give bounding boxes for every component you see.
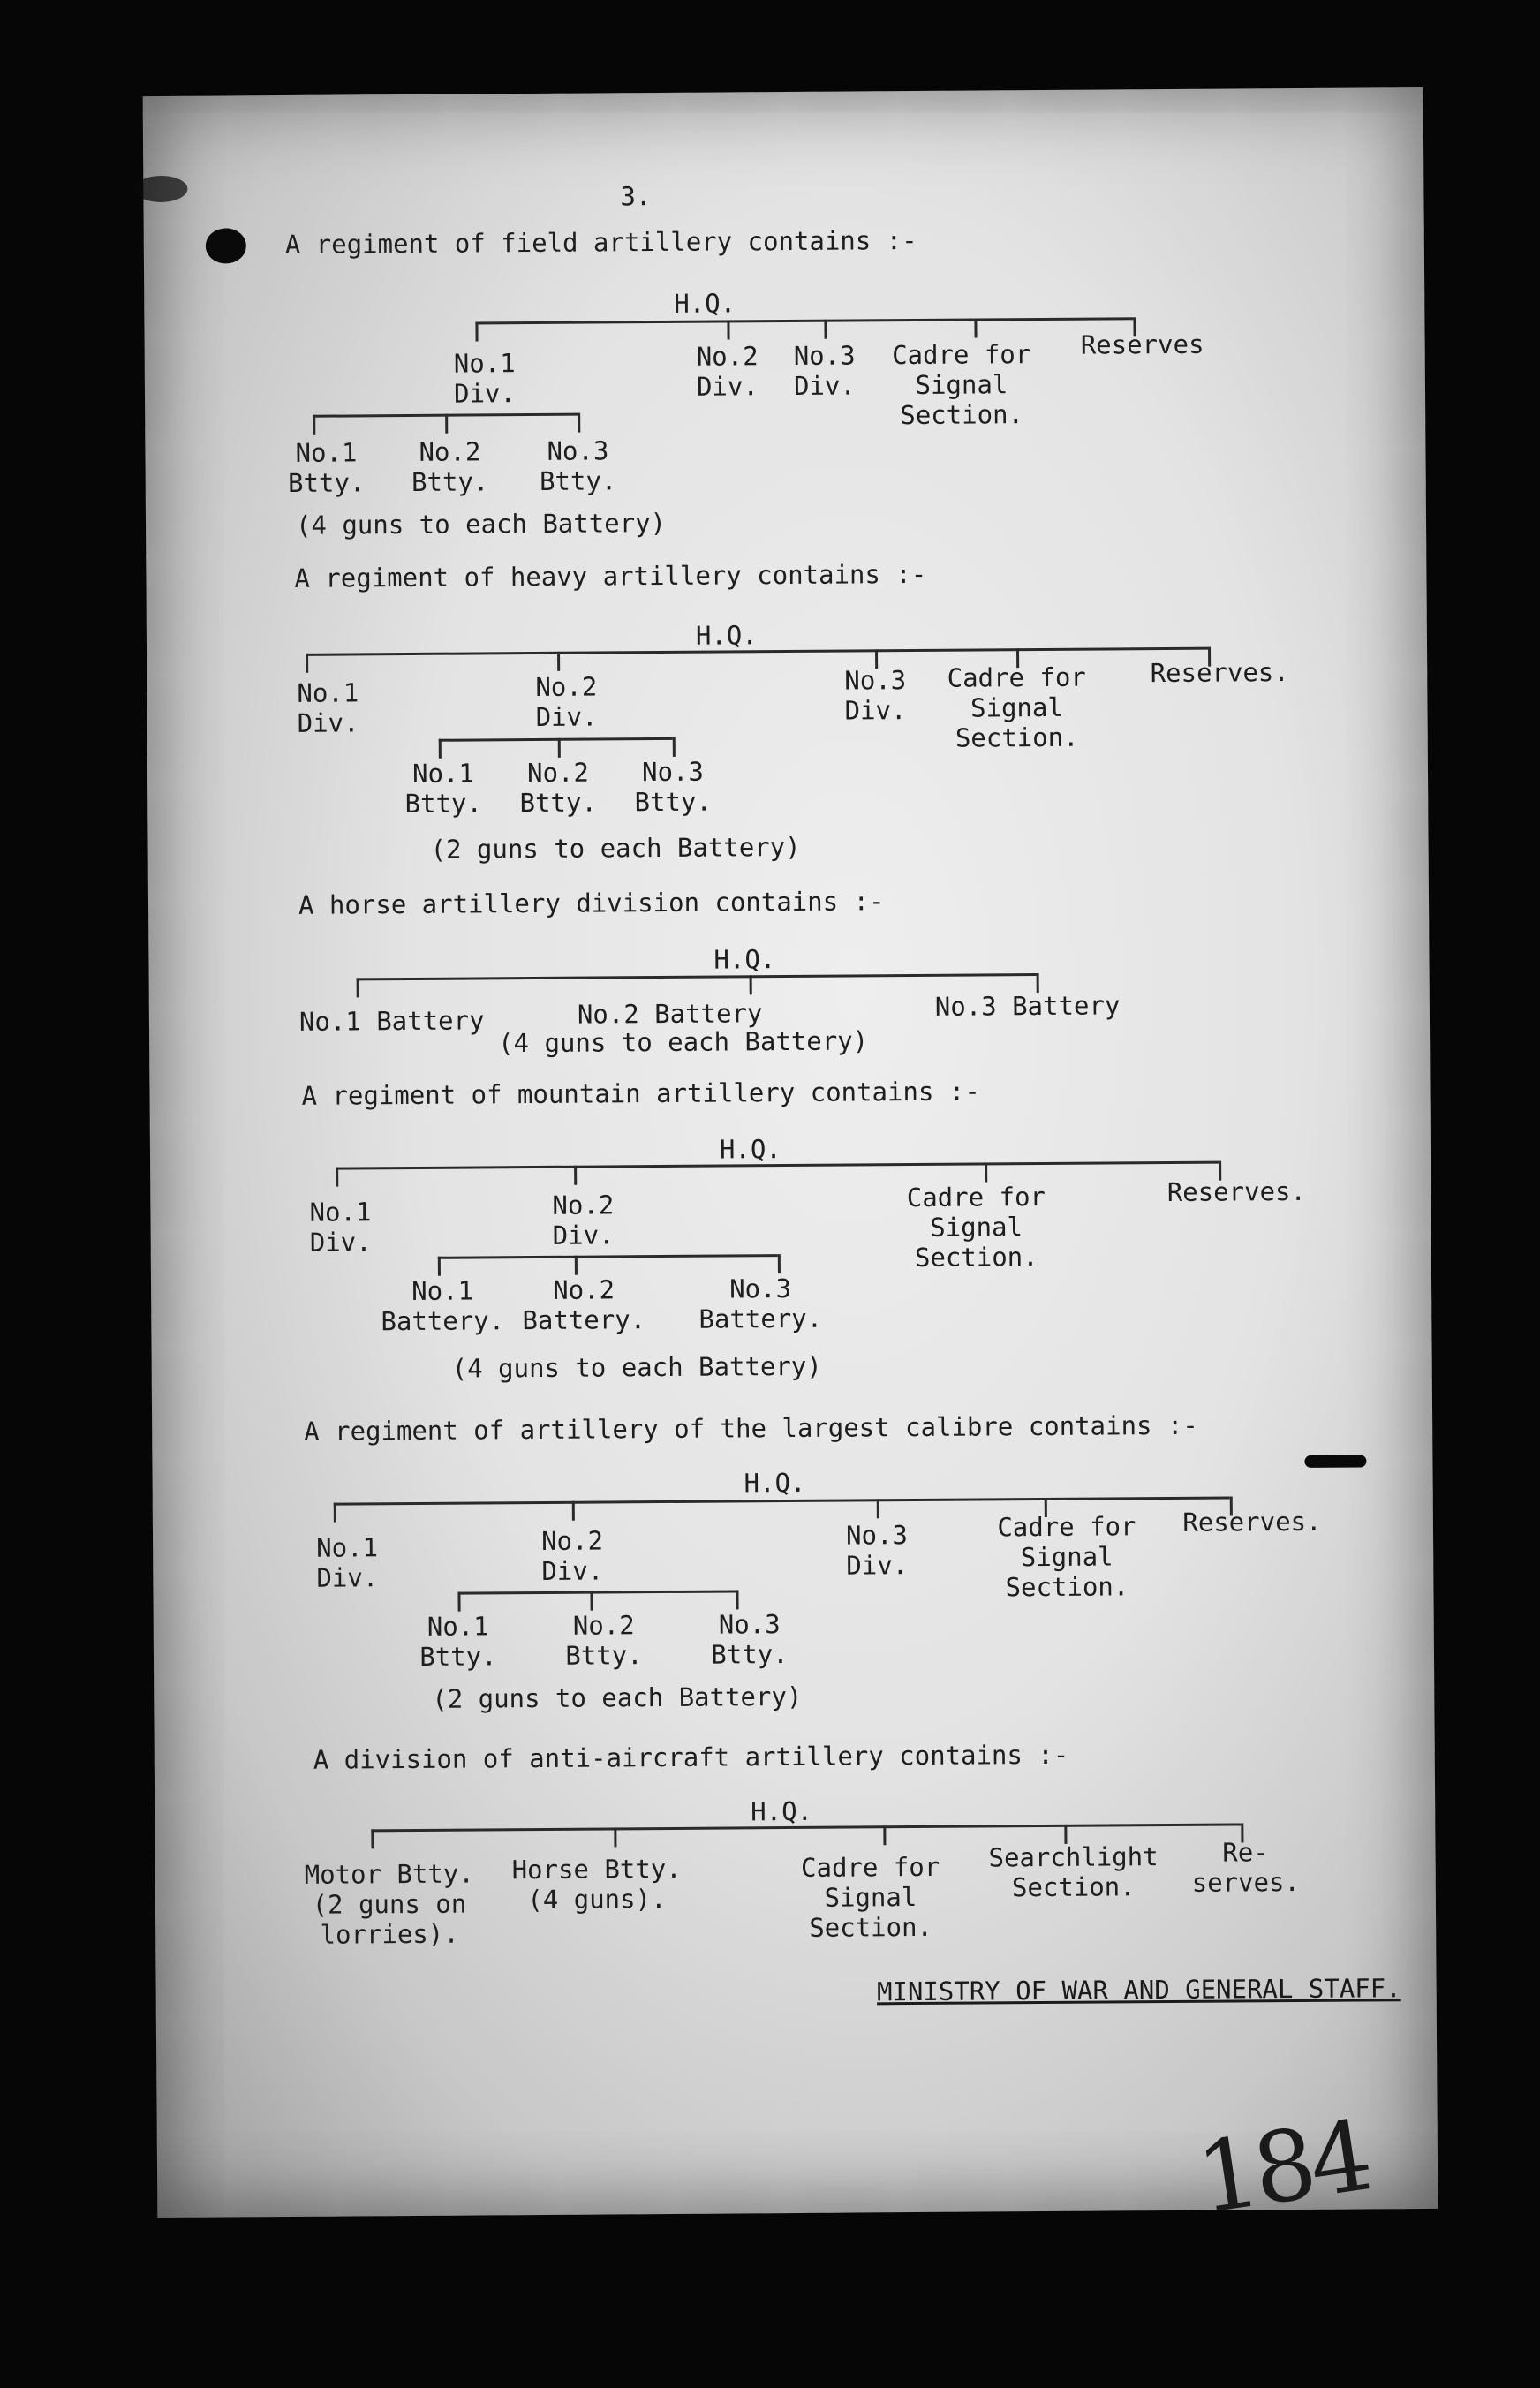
- org-node: Searchlight Section.: [988, 1841, 1159, 1903]
- org-chart-line: [1037, 973, 1039, 993]
- org-node: Cadre for Signal Section.: [800, 1851, 940, 1943]
- org-chart-line: [590, 1591, 593, 1611]
- org-node: Horse Btty. (4 guns).: [511, 1853, 682, 1916]
- org-chart-line: [306, 654, 308, 673]
- org-chart-line: [575, 1256, 578, 1275]
- battery-note: (4 guns to each Battery): [295, 507, 667, 540]
- org-chart-line: [824, 320, 827, 339]
- org-node: No.2 Battery: [577, 998, 763, 1030]
- org-node: No.1 Div.: [453, 348, 517, 409]
- ministry-footer: MINISTRY OF WAR AND GENERAL STAFF.: [876, 1973, 1401, 2007]
- hq-label: H.Q.: [674, 288, 736, 319]
- org-subnode: No.1 Btty.: [419, 1611, 497, 1672]
- ink-blot: [206, 228, 246, 263]
- org-node: Reserves.: [1150, 657, 1289, 689]
- org-node: No.3 Div.: [845, 1520, 909, 1581]
- org-chart-line: [877, 1499, 879, 1518]
- org-chart-line: [457, 1590, 736, 1594]
- battery-note: (4 guns to each Battery): [451, 1350, 822, 1384]
- org-chart-line: [475, 317, 1133, 324]
- hq-label: H.Q.: [751, 1795, 813, 1827]
- org-node: No.2 Div.: [696, 341, 759, 402]
- org-node: No.1 Battery: [298, 1005, 485, 1037]
- org-node: Cadre for Signal Section.: [947, 661, 1086, 753]
- org-node: Cadre for Signal Section.: [906, 1181, 1046, 1273]
- org-chart-line: [572, 1501, 575, 1521]
- org-chart-line: [445, 414, 448, 434]
- org-chart-line: [558, 738, 561, 758]
- org-node: Reserves.: [1182, 1506, 1322, 1538]
- org-node: No.2 Div.: [535, 671, 598, 733]
- section-heading: A regiment of artillery of the largest calibre contains :-: [304, 1409, 1198, 1447]
- org-subnode: No.3 Btty.: [539, 435, 617, 496]
- section-heading: A horse artillery division contains :-: [298, 886, 885, 920]
- hq-label: H.Q.: [719, 1134, 781, 1165]
- org-chart-line: [334, 1503, 336, 1523]
- org-node: Re- serves.: [1191, 1837, 1301, 1898]
- org-node: No.1 Div.: [297, 677, 359, 738]
- org-node: Reserves.: [1166, 1175, 1307, 1208]
- org-chart-line: [371, 1829, 374, 1848]
- org-chart-line: [578, 413, 580, 433]
- section-heading: A regiment of field artillery contains :-: [284, 224, 917, 260]
- org-node: No.3 Div.: [793, 340, 856, 401]
- org-chart-line: [557, 652, 560, 671]
- org-subnode: No.3 Btty.: [634, 756, 712, 818]
- page-number: 3.: [620, 181, 652, 212]
- org-chart-line: [357, 978, 359, 997]
- org-node: No.2 Div.: [541, 1525, 604, 1586]
- battery-note: (2 guns to each Battery): [432, 1681, 803, 1714]
- org-chart-line: [357, 973, 1037, 980]
- org-chart-line: [614, 1827, 616, 1847]
- org-subnode: No.1 Btty.: [287, 437, 366, 498]
- org-node: No.3 Battery: [934, 990, 1121, 1022]
- org-chart-line: [985, 1162, 987, 1182]
- document-page: [143, 87, 1438, 2236]
- org-node: No.3 Div.: [844, 665, 907, 726]
- org-chart-line: [736, 1590, 738, 1609]
- org-chart-line: [1064, 1825, 1067, 1844]
- org-subnode: No.3 Btty.: [711, 1609, 789, 1670]
- org-subnode: No.2 Btty.: [565, 1610, 643, 1671]
- org-node: No.2 Div.: [552, 1190, 615, 1251]
- org-chart-line: [750, 975, 752, 994]
- org-chart-line: [778, 1254, 781, 1273]
- org-subnode: No.1 Battery.: [381, 1275, 505, 1337]
- org-chart-line: [439, 737, 673, 742]
- org-chart-line: [438, 1257, 441, 1276]
- org-subnode: No.2 Battery.: [522, 1274, 646, 1336]
- org-node: No.1 Div.: [309, 1197, 372, 1258]
- org-chart-line: [438, 1254, 778, 1259]
- hq-label: H.Q.: [744, 1467, 806, 1499]
- org-chart-line: [457, 1592, 460, 1612]
- org-subnode: No.3 Battery.: [698, 1273, 823, 1334]
- battery-note: (2 guns to each Battery): [430, 831, 801, 865]
- hq-label: H.Q.: [713, 944, 776, 975]
- org-chart-line: [439, 739, 442, 759]
- org-node: Cadre for Signal Section.: [892, 339, 1031, 431]
- org-node: No.1 Div.: [316, 1532, 379, 1593]
- org-chart-line: [974, 319, 977, 338]
- section-heading: A division of anti-aircraft artillery contains :-: [313, 1739, 1069, 1775]
- battery-note: (4 guns to each Battery): [498, 1025, 869, 1059]
- org-node: Reserves: [1080, 329, 1204, 360]
- org-subnode: No.2 Btty.: [411, 436, 489, 497]
- org-node: Motor Btty. (2 guns on lorries).: [304, 1858, 474, 1950]
- org-subnode: No.2 Btty.: [519, 757, 598, 819]
- section-heading: A regiment of mountain artillery contains :-: [301, 1076, 980, 1111]
- org-chart-line: [574, 1166, 577, 1185]
- org-subnode: No.1 Btty.: [404, 758, 483, 820]
- section-heading: A regiment of heavy artillery contains :-: [294, 558, 927, 593]
- org-node: Cadre for Signal Section.: [997, 1511, 1136, 1603]
- org-chart-line: [883, 1825, 886, 1845]
- hq-label: H.Q.: [695, 620, 758, 651]
- org-chart-line: [673, 737, 676, 757]
- handwritten-folio-mark: 184: [1189, 2098, 1375, 2236]
- ink-blot: [134, 176, 187, 202]
- org-chart-line: [336, 1168, 338, 1187]
- org-chart-line: [313, 415, 315, 435]
- org-chart-line: [475, 321, 478, 341]
- ink-blot: [1304, 1455, 1366, 1467]
- org-chart-line: [727, 320, 729, 339]
